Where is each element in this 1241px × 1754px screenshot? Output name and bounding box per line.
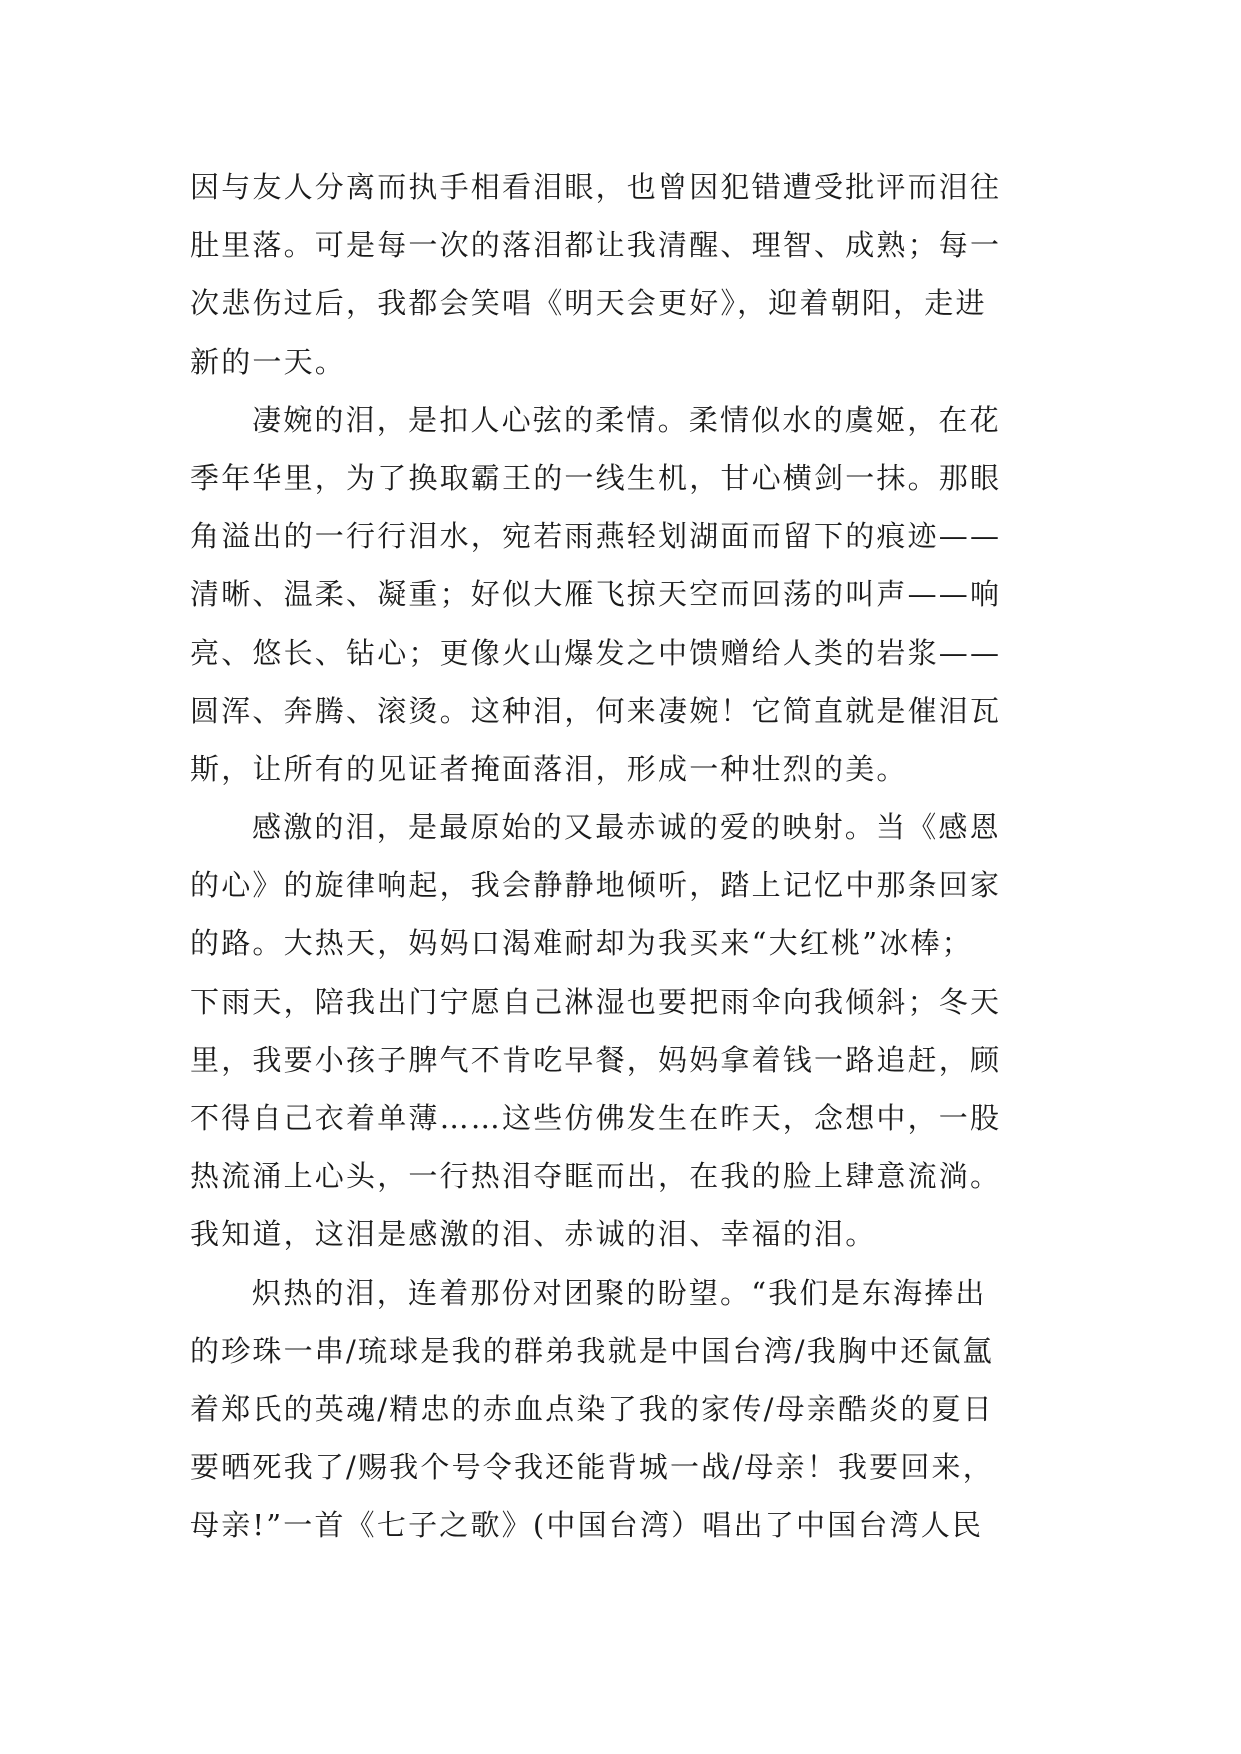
text-line: 的心》的旋律响起，我会静静地倾听，踏上记忆中那条回家 — [190, 868, 1002, 903]
text-line: 次悲伤过后，我都会笑唱《明天会更好》，迎着朝阳，走进 — [190, 286, 987, 321]
text-line: 角溢出的一行行泪水，宛若雨燕轻划湖面而留下的痕迹—— — [190, 519, 1002, 554]
text-line: 肚里落。可是每一次的落泪都让我清醒、理智、成熟；每一 — [190, 228, 1002, 263]
text-line: 着郑氏的英魂/精忠的赤血点染了我的家传/母亲酷炎的夏日 — [190, 1391, 994, 1426]
paragraph-first-line: 感激的泪，是最原始的又最赤诚的爱的映射。当《感恩 — [252, 810, 1001, 845]
article-body — [190, 158, 1046, 1555]
text-line: 清晰、温柔、凝重；好似大雁飞掠天空而回荡的叫声——响 — [190, 577, 1002, 612]
text-line: 新的一天。 — [190, 344, 347, 379]
text-line: 亮、悠长、钻心；更像火山爆发之中馈赠给人类的岩浆—— — [190, 635, 1002, 670]
text-line: 的珍珠一串/琉球是我的群弟我就是中国台湾/我胸中还氤氲 — [190, 1333, 994, 1368]
text-line: 不得自己衣着单薄……这些仿佛发生在昨天，念想中，一股 — [190, 1101, 1002, 1135]
text-line: 圆浑、奔腾、滚烫。这种泪，何来凄婉！它简直就是催泪瓦 — [190, 693, 1002, 728]
text-line: 热流涌上心头，一行热泪夺眶而出，在我的脸上肆意流淌。 — [190, 1159, 1002, 1194]
text-line: 的路。大热天，妈妈口渴难耐却为我买来“大红桃”冰棒； — [190, 926, 973, 961]
text-line: 里，我要小孩子脾气不肯吃早餐，妈妈拿着钱一路追赶，顾 — [190, 1042, 1002, 1077]
text-line: 母亲!”一首《七子之歌》(中国台湾）唱出了中国台湾人民 — [190, 1508, 984, 1543]
text-line: 下雨天，陪我出门宁愿自己淋湿也要把雨伞向我倾斜；冬天 — [190, 984, 1002, 1019]
text-line: 要晒死我了/赐我个号令我还能背城一战/母亲！我要回来， — [190, 1450, 994, 1485]
text-line: 我知道，这泪是感激的泪、赤诚的泪、幸福的泪。 — [190, 1217, 877, 1252]
text-line: 斯，让所有的见证者掩面落泪，形成一种壮烈的美。 — [190, 751, 908, 786]
text-line: 季年华里，为了换取霸王的一线生机，甘心横剑一抹。那眼 — [190, 460, 1002, 495]
paragraph-first-line: 炽热的泪，连着那份对团聚的盼望。“我们是东海捧出 — [252, 1275, 987, 1310]
text-line: 因与友人分离而执手相看泪眼，也曾因犯错遭受批评而泪往 — [190, 170, 1002, 204]
paragraph-first-line: 凄婉的泪，是扣人心弦的柔情。柔情似水的虞姬，在花 — [252, 402, 1001, 437]
